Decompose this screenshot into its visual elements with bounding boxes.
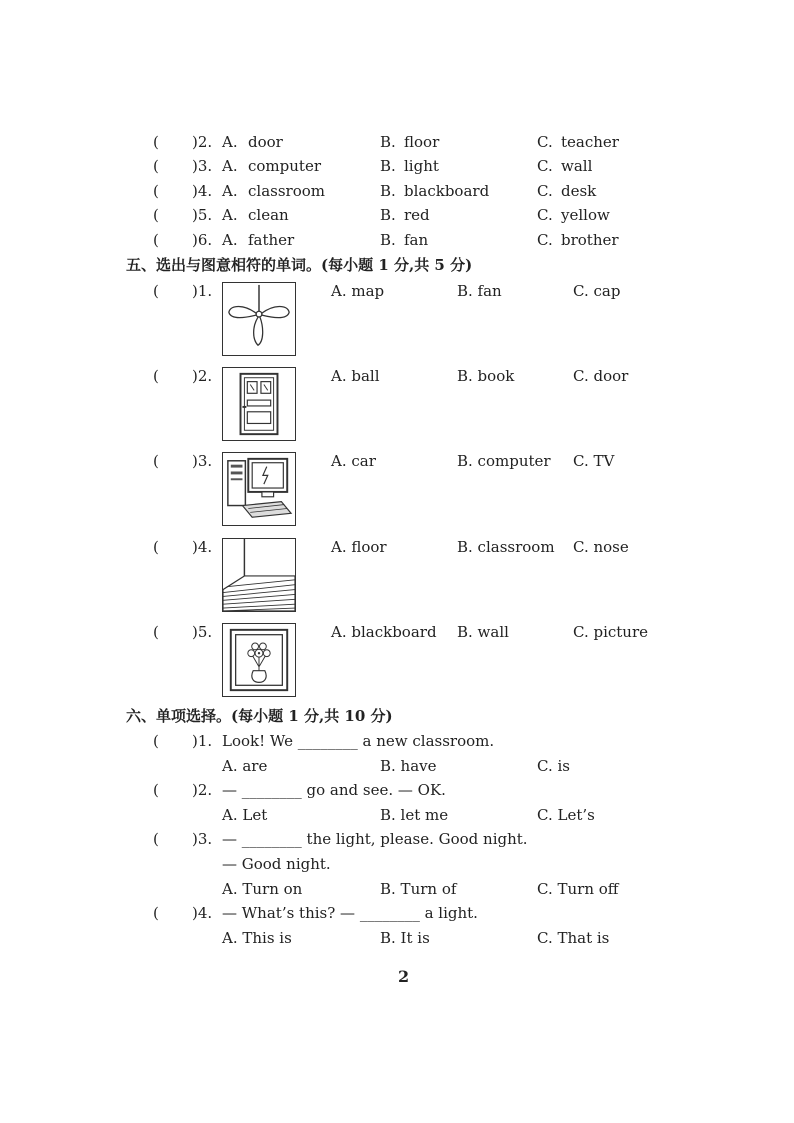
option-c: brother: [561, 231, 619, 249]
option-b-letter: B.: [380, 182, 396, 200]
option-b: light: [404, 157, 439, 175]
option-a: door: [248, 133, 283, 151]
option-b: blackboard: [404, 182, 490, 200]
computer-icon: [223, 453, 295, 525]
option-b-letter: B.: [380, 157, 396, 175]
door-picture: [222, 367, 296, 441]
framed-flower-icon: [223, 624, 295, 696]
question-number: )3.: [192, 830, 213, 848]
option-b: B. let me: [380, 806, 449, 824]
answer-paren: (: [153, 623, 159, 641]
option-c-letter: C.: [537, 231, 553, 249]
option-c: C. is: [537, 757, 570, 775]
option-a-letter: A.: [222, 231, 238, 249]
option-a: A. blackboard: [331, 623, 437, 641]
option-c: yellow: [561, 206, 610, 224]
option-a: A. are: [222, 757, 268, 775]
option-c-letter: C.: [537, 206, 553, 224]
option-a: classroom: [248, 182, 325, 200]
question-number: )2.: [192, 781, 213, 799]
page-number: 2: [398, 967, 410, 986]
question-number: )4.: [192, 904, 213, 922]
option-c: teacher: [561, 133, 619, 151]
option-b: B. classroom: [457, 538, 555, 556]
option-b-letter: B.: [380, 206, 396, 224]
option-a: A. map: [331, 282, 385, 300]
option-c: C. Turn off: [537, 880, 619, 898]
option-c-letter: C.: [537, 182, 553, 200]
option-c-letter: C.: [537, 133, 553, 151]
floor-picture: [222, 538, 296, 612]
option-a-letter: A.: [222, 157, 238, 175]
option-b: fan: [404, 231, 429, 249]
option-b: B. book: [457, 367, 515, 385]
answer-paren: (: [153, 538, 159, 556]
option-a-letter: A.: [222, 182, 238, 200]
option-b: B. fan: [457, 282, 502, 300]
option-c: wall: [561, 157, 593, 175]
option-a: A. floor: [331, 538, 387, 556]
question-stem: — ________ go and see. — OK.: [222, 781, 446, 799]
answer-paren: (: [153, 282, 159, 300]
computer-picture: [222, 452, 296, 526]
option-a-letter: A.: [222, 133, 238, 151]
answer-paren: (: [153, 452, 159, 470]
option-c: C. cap: [573, 282, 621, 300]
option-c: C. picture: [573, 623, 649, 641]
answer-paren: (: [153, 781, 159, 799]
question-number: )5.: [192, 206, 213, 224]
option-b: B. computer: [457, 452, 551, 470]
answer-paren: (: [153, 732, 159, 750]
question-number: )5.: [192, 623, 213, 641]
option-c: C. Let’s: [537, 806, 595, 824]
answer-paren: (: [153, 904, 159, 922]
option-c: C. TV: [573, 452, 615, 470]
section-six-heading: 六、单项选择。(每小题 1 分,共 10 分): [126, 707, 393, 725]
question-number: )1.: [192, 732, 213, 750]
question-number: )6.: [192, 231, 213, 249]
question-stem: — ________ the light, please. Good night.: [222, 830, 528, 848]
answer-paren: (: [153, 367, 159, 385]
framed-picture: [222, 623, 296, 697]
option-c: C. door: [573, 367, 629, 385]
question-number: )3.: [192, 452, 213, 470]
question-number: )2.: [192, 367, 213, 385]
question-stem: Look! We ________ a new classroom.: [222, 732, 495, 750]
option-a: father: [248, 231, 295, 249]
option-c: desk: [561, 182, 597, 200]
answer-paren: (: [153, 157, 159, 175]
option-a: A. car: [331, 452, 376, 470]
option-c-letter: C.: [537, 157, 553, 175]
answer-paren: (: [153, 182, 159, 200]
floor-icon: [223, 539, 295, 611]
option-b-letter: B.: [380, 133, 396, 151]
option-c: C. nose: [573, 538, 629, 556]
question-number: )3.: [192, 157, 213, 175]
door-icon: [223, 368, 295, 440]
option-a: A. Let: [222, 806, 268, 824]
option-b: B. have: [380, 757, 437, 775]
answer-paren: (: [153, 231, 159, 249]
option-b-letter: B.: [380, 231, 396, 249]
option-b: floor: [404, 133, 440, 151]
answer-paren: (: [153, 206, 159, 224]
answer-paren: (: [153, 830, 159, 848]
option-a: A. This is: [222, 929, 292, 947]
question-number: )4.: [192, 182, 213, 200]
option-a: A. Turn on: [222, 880, 303, 898]
option-c: C. That is: [537, 929, 610, 947]
ceiling-fan-picture: [222, 282, 296, 356]
option-b: B. Turn of: [380, 880, 457, 898]
option-a: computer: [248, 157, 321, 175]
ceiling-fan-icon: [223, 283, 295, 355]
option-a: A. ball: [331, 367, 380, 385]
option-a: clean: [248, 206, 289, 224]
question-number: )1.: [192, 282, 213, 300]
option-b: B. It is: [380, 929, 430, 947]
option-a-letter: A.: [222, 206, 238, 224]
option-b: red: [404, 206, 430, 224]
option-b: B. wall: [457, 623, 509, 641]
question-number: )4.: [192, 538, 213, 556]
question-number: )2.: [192, 133, 213, 151]
section-five-heading: 五、选出与图意相符的单词。(每小题 1 分,共 5 分): [126, 256, 473, 274]
answer-paren: (: [153, 133, 159, 151]
question-stem-reply: — Good night.: [222, 855, 331, 873]
question-stem: — What’s this? — ________ a light.: [222, 904, 478, 922]
